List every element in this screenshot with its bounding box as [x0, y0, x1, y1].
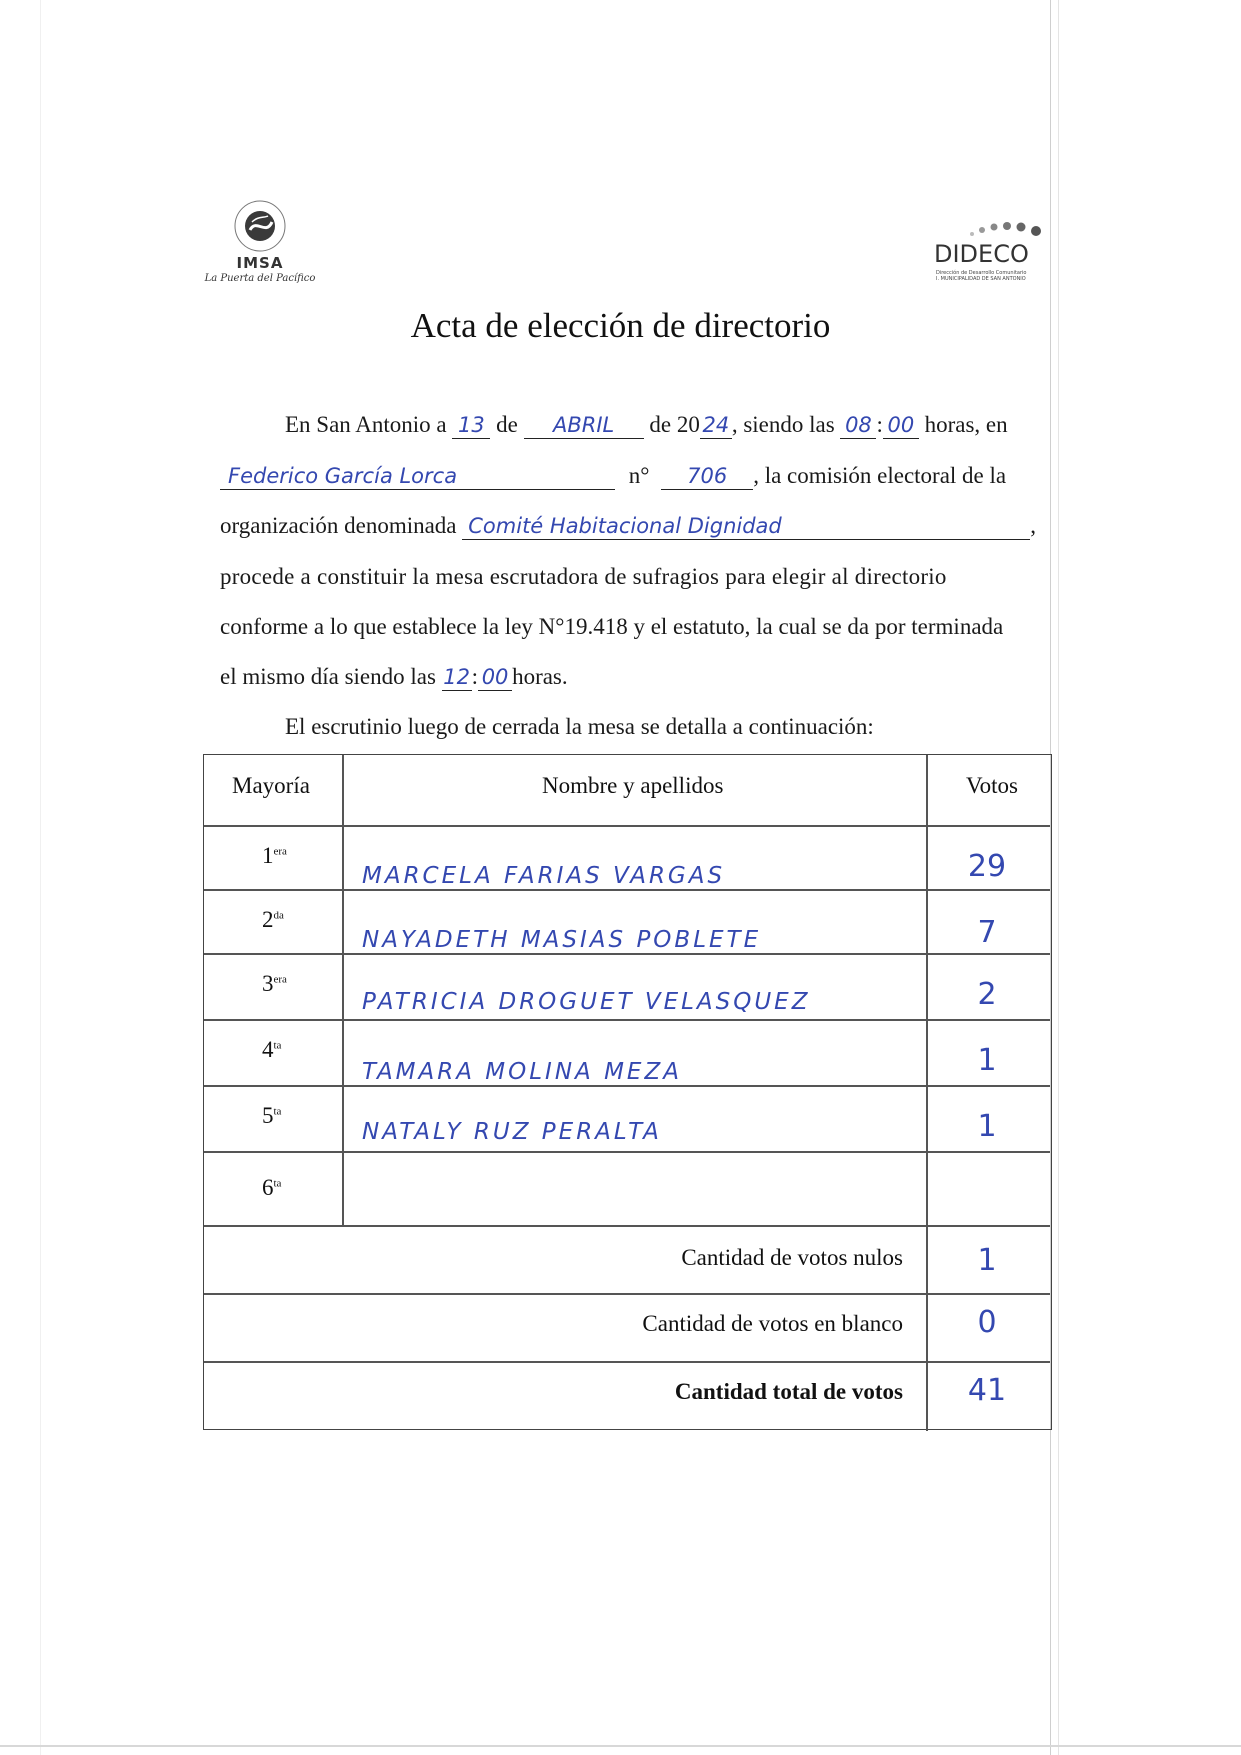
org-name-field[interactable]	[462, 513, 1030, 540]
street-number-value: 706	[687, 464, 728, 488]
year-value: 24	[702, 413, 730, 437]
row-2-ordinal: 2	[262, 907, 274, 932]
end-hour-field[interactable]	[442, 664, 472, 691]
street-value: Federico García Lorca	[228, 464, 458, 488]
text-siendo: , siendo las	[731, 412, 835, 437]
summary-divider	[204, 1361, 1050, 1363]
start-min-value: 00	[887, 413, 915, 437]
text-horas-en: horas, en	[924, 412, 1008, 437]
results-table	[203, 754, 1052, 1430]
paragraph-line-6	[220, 664, 568, 691]
paragraph-line-2	[220, 463, 1006, 490]
row-4-votes: 1	[977, 1043, 997, 1078]
row-divider	[204, 1019, 1050, 1021]
blank-votes-value: 0	[977, 1305, 997, 1340]
total-votes-label: Cantidad total de votos	[674, 1379, 903, 1404]
street-field[interactable]	[220, 463, 615, 490]
start-hour-field[interactable]	[840, 412, 876, 439]
text-comision: , la comisión electoral de la	[753, 463, 1007, 488]
null-votes-label: Cantidad de votos nulos	[681, 1245, 903, 1270]
imsa-name: IMSA	[236, 254, 284, 272]
text-year-prefix: de 20	[649, 412, 700, 437]
null-votes-value: 1	[977, 1243, 997, 1278]
row-3-suffix: era	[273, 973, 287, 986]
end-min-field[interactable]	[478, 664, 512, 691]
street-number-field[interactable]	[661, 463, 753, 490]
dideco-subtitle: Dirección de Desarrollo Comunitario	[936, 270, 1027, 276]
start-min-field[interactable]	[883, 412, 919, 439]
end-hour-value: 12	[443, 665, 471, 689]
header-name: Nombre y apellidos	[542, 773, 724, 798]
text-mismo-dia: el mismo día siendo las	[220, 664, 436, 689]
row-6-suffix: ta	[273, 1177, 282, 1190]
row-3-name: PATRICIA DROGUET VELASQUEZ	[362, 989, 811, 1015]
text-n: n°	[628, 463, 650, 488]
scan-edge-bottom	[0, 1745, 1241, 1747]
paragraph-line-1	[285, 412, 1008, 439]
imsa-seal-icon	[234, 200, 286, 252]
header-divider	[204, 825, 1050, 827]
row-4-majority	[262, 1037, 281, 1063]
text-horas-end: horas.	[512, 664, 568, 689]
scan-edge-left	[40, 0, 41, 1755]
dideco-logo	[930, 218, 1050, 298]
dideco-name: DIDECO	[934, 240, 1029, 268]
paragraph-line-5: conforme a lo que establece la ley N°19.418 y el estatuto, la cual se da por terminada	[220, 614, 1004, 639]
text-organizacion: organización denominada	[220, 513, 457, 538]
row-3-majority	[262, 971, 287, 997]
column-divider-votes	[926, 755, 928, 1431]
year-field[interactable]	[700, 412, 732, 439]
start-hour-value: 08	[845, 413, 872, 437]
row-1-suffix: era	[273, 845, 287, 858]
text-comma: ,	[1030, 513, 1037, 538]
day-value: 13	[458, 413, 485, 437]
row-divider	[204, 1151, 1050, 1153]
text-place: En San Antonio a	[285, 412, 447, 437]
row-5-suffix: ta	[273, 1105, 282, 1118]
row-divider	[204, 1225, 1050, 1227]
header-majority: Mayoría	[232, 773, 310, 798]
row-5-name: NATALY RUZ PERALTA	[362, 1119, 662, 1145]
row-1-votes: 29	[967, 849, 1007, 884]
imsa-slogan: La Puerta del Pacífico	[204, 273, 316, 284]
row-2-majority	[262, 907, 284, 933]
row-3-votes: 2	[977, 977, 997, 1012]
paragraph-line-3	[220, 513, 1036, 540]
dideco-municipality: I. MUNICIPALIDAD DE SAN ANTONIO	[936, 276, 1026, 282]
row-5-votes: 1	[977, 1109, 997, 1144]
row-1-name: MARCELA FARIAS VARGAS	[362, 863, 726, 889]
row-6-ordinal: 6	[262, 1175, 274, 1200]
blank-votes-label: Cantidad de votos en blanco	[642, 1311, 903, 1336]
row-6-majority	[262, 1175, 281, 1201]
row-5-ordinal: 5	[262, 1103, 274, 1128]
summary-divider	[204, 1293, 1050, 1295]
dideco-dots-icon	[950, 218, 1050, 240]
row-4-suffix: ta	[273, 1039, 282, 1052]
total-votes-value: 41	[967, 1373, 1007, 1408]
month-field[interactable]	[524, 412, 644, 439]
paragraph-line-7: El escrutinio luego de cerrada la mesa se detalla a continuación:	[285, 714, 874, 739]
day-field[interactable]	[452, 412, 490, 439]
row-divider	[204, 953, 1050, 955]
document-title: Acta de elección de directorio	[410, 306, 831, 345]
row-1-majority	[262, 843, 287, 869]
row-divider	[204, 889, 1050, 891]
scan-edge-right-secondary	[1058, 0, 1059, 1755]
row-2-votes: 7	[977, 915, 997, 950]
row-2-suffix: da	[273, 909, 284, 922]
month-value: ABRIL	[552, 413, 615, 437]
text-colon-end: :	[471, 664, 479, 689]
row-4-ordinal: 4	[262, 1037, 274, 1062]
row-divider	[204, 1085, 1050, 1087]
row-1-ordinal: 1	[262, 843, 274, 868]
text-de: de	[496, 412, 518, 437]
row-3-ordinal: 3	[262, 971, 274, 996]
text-colon-start: :	[876, 412, 883, 437]
row-4-name: TAMARA MOLINA MEZA	[362, 1059, 682, 1085]
end-min-value: 00	[481, 665, 509, 689]
row-2-name: NAYADETH MASIAS POBLETE	[362, 927, 762, 953]
paragraph-line-4: procede a constituir la mesa escrutadora de sufragios para elegir al directorio	[220, 564, 947, 589]
imsa-logo	[190, 200, 330, 300]
org-name-value: Comité Habitacional Dignidad	[468, 514, 782, 538]
header-votes: Votos	[966, 773, 1018, 798]
row-5-majority	[262, 1103, 281, 1129]
